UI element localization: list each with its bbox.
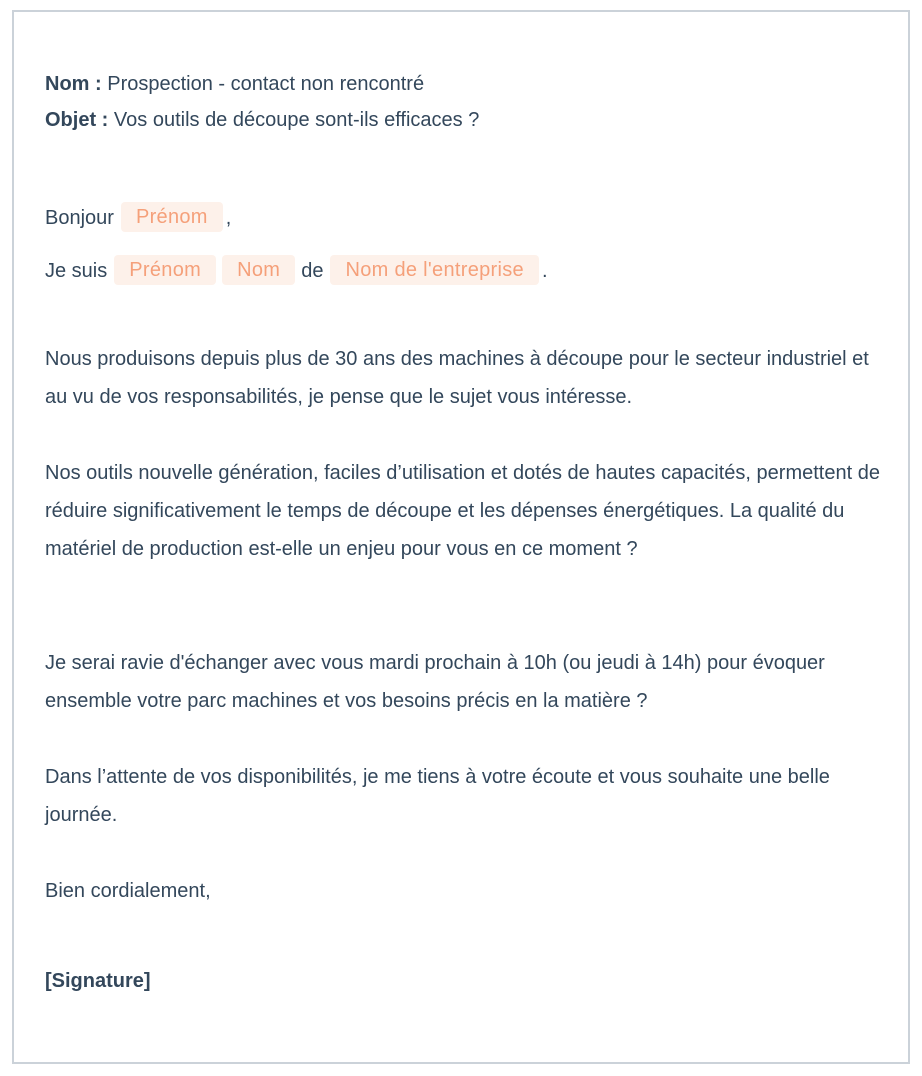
name-value: Prospection - contact non rencontré	[101, 73, 425, 95]
greeting-text: Bonjour	[45, 207, 114, 229]
subject-value: Vos outils de découpe sont-ils efficaces ?	[108, 109, 480, 131]
email-template-card	[12, 10, 910, 1064]
body-paragraph-4: Dans l’attente de vos disponibilités, je me tiens à votre écoute et vous souhaite une belle journée.	[45, 766, 830, 826]
token-nom[interactable]: Nom	[222, 255, 295, 285]
intro-period: .	[541, 260, 548, 282]
token-company-name[interactable]: Nom de l'entreprise	[330, 255, 538, 285]
subject-label: Objet :	[45, 109, 109, 131]
name-label: Nom :	[45, 73, 102, 95]
intro-text-start: Je suis	[45, 260, 108, 282]
body-paragraph-1: Nous produisons depuis plus de 30 ans des machines à découpe pour le secteur industriel et au vu de vos responsabilités, je pense que le sujet vous intéresse.	[45, 348, 869, 408]
signature-placeholder: [Signature]	[45, 970, 151, 992]
body-paragraph-3: Je serai ravie d'échanger avec vous mardi prochain à 10h (ou jeudi à 14h) pour évoquer ensemble votre parc machines et vos besoins précis en la matière ?	[45, 652, 825, 712]
template-name-line	[45, 65, 424, 103]
intro-line	[45, 252, 548, 290]
token-prenom[interactable]: Prénom	[121, 202, 223, 232]
intro-text-de: de	[301, 260, 324, 282]
greeting-comma: ,	[225, 207, 232, 229]
body-paragraph-2: Nos outils nouvelle génération, faciles d’utilisation et dotés de hautes capacités, permettent de réduire significativement le temps de découpe et les dépenses énergétiques. La qualité du matériel de production est-elle un enjeu pour vous en ce moment ?	[45, 462, 880, 560]
token-prenom[interactable]: Prénom	[114, 255, 216, 285]
greeting-line	[45, 199, 231, 237]
subject-line	[45, 101, 479, 139]
closing-line: Bien cordialement,	[45, 880, 211, 902]
